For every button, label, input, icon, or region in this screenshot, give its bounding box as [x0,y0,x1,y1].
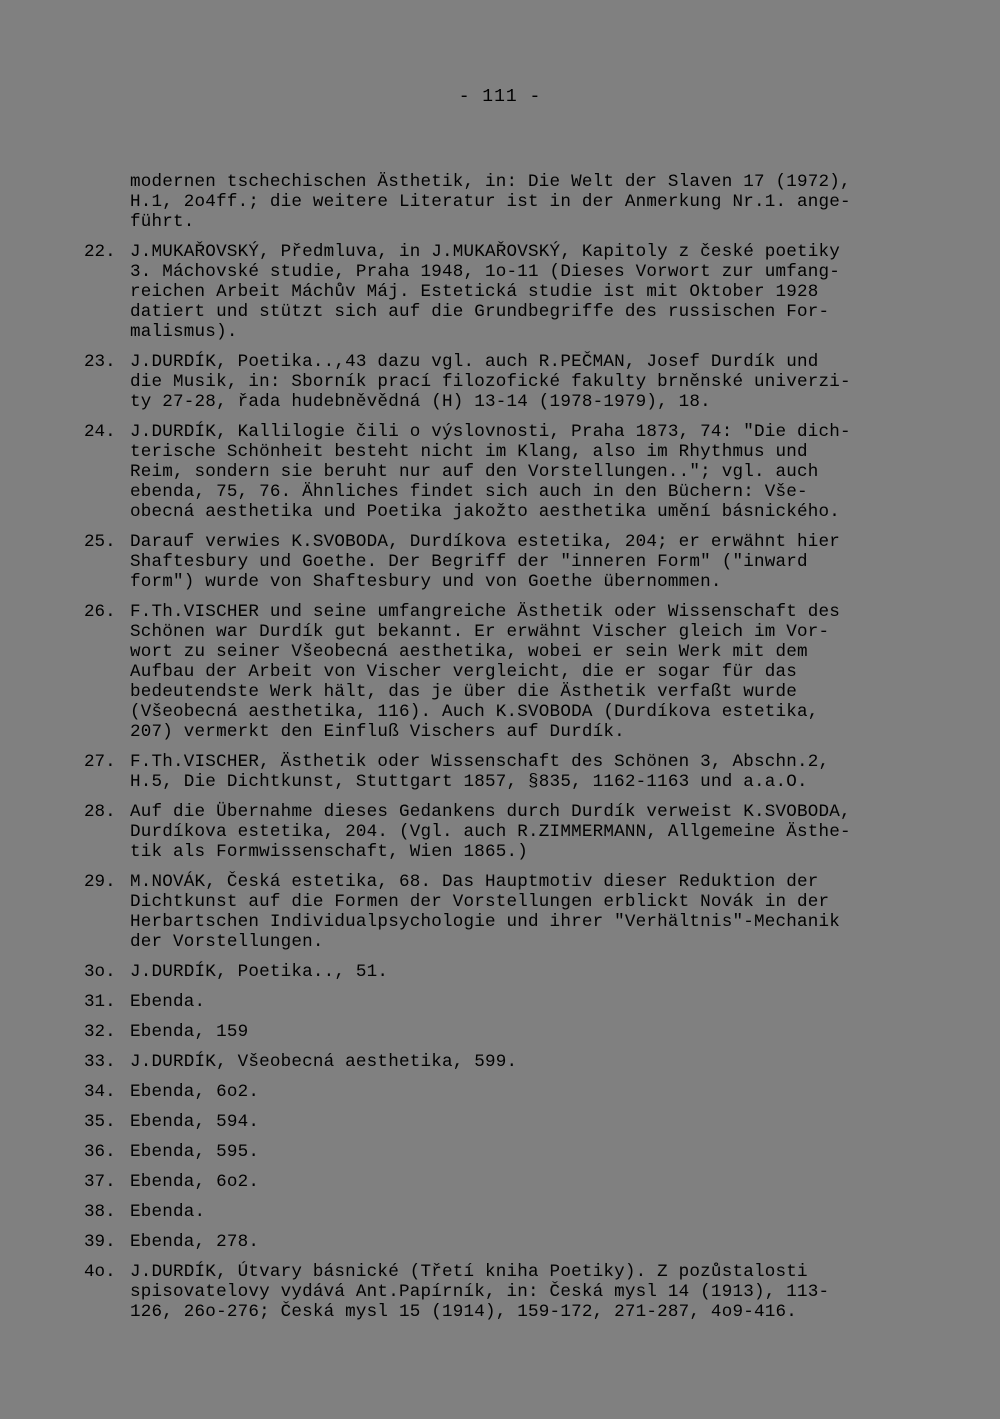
footnote-text [130,872,954,952]
footnote-number: 38. [84,1202,116,1222]
footnote-line: F.Th.VISCHER und seine umfangreiche Ästhetik oder Wissenschaft des [130,602,841,622]
footnote-number: 39. [84,1232,116,1252]
footnote-line: M.NOVÁK, Česká estetika, 68. Das Hauptmotiv dieser Reduktion der [130,872,819,892]
footnote-line: Aufbau der Arbeit von Vischer vergleicht, die er sogar für das [130,662,797,682]
footnote-text [130,752,954,792]
footnote-line: form") wurde von Shaftesbury und von Goethe übernommen. [130,572,722,592]
footnote-line: (Všeobecná aesthetika, 116). Auch K.SVOBODA (Durdíkova estetika, [130,702,819,722]
footnote-line: J.DURDÍK, Poetika.., 51. [130,962,389,982]
footnote-number: 25. [84,532,116,552]
footnote-number: 22. [84,242,116,262]
footnote-number: 27. [84,752,116,772]
footnote [84,1022,954,1042]
footnote [84,1262,954,1322]
footnote-number: 35. [84,1112,116,1132]
footnote-line: tik als Formwissenschaft, Wien 1865.) [130,842,529,862]
footnote [84,802,954,862]
footnote-line: J.MUKAŘOVSKÝ, Předmluva, in J.MUKAŘOVSKÝ, Kapitoly z české poetiky [130,242,841,262]
footnote-number: 24. [84,422,116,442]
footnote-number: 33. [84,1052,116,1072]
footnote-line: Ebenda, 159 [130,1022,249,1042]
footnote-line: Darauf verwies K.SVOBODA, Durdíkova estetika, 204; er erwähnt hier [130,532,841,552]
footnote-text [130,1142,954,1162]
footnote-line: malismus). [130,322,238,342]
footnote [84,1172,954,1192]
footnote [84,992,954,1012]
footnote-line: Ebenda, 6o2. [130,1082,260,1102]
footnote [84,602,954,742]
footnote-line: Ebenda, 6o2. [130,1172,260,1192]
footnote [84,872,954,952]
footnote [84,1232,954,1252]
footnote-line: 126, 26o-276; Česká mysl 15 (1914), 159-172, 271-287, 4o9-416. [130,1302,797,1322]
footnote-line: wort zu seiner Všeobecná aesthetika, wobei er sein Werk mit dem [130,642,808,662]
footnote-text [130,422,954,522]
footnote-line: Ebenda, 278. [130,1232,260,1252]
footnote-line: bedeutendste Werk hält, das je über die Ästhetik verfaßt wurde [130,682,797,702]
footnote-number: 3o. [84,962,116,982]
footnote-line: Reim, sondern sie beruht nur auf den Vorstellungen.."; vgl. auch [130,462,819,482]
footnote-line: der Vorstellungen. [130,932,324,952]
footnote [84,1112,954,1132]
footnote-text [130,1232,954,1252]
footnote-line: spisovatelovy vydává Ant.Papírník, in: Česká mysl 14 (1913), 113- [130,1282,830,1302]
footnote-number: 32. [84,1022,116,1042]
footnote-line: datiert und stützt sich auf die Grundbegriffe des russischen For- [130,302,830,322]
footnote-text [130,1112,954,1132]
footnote-line: Herbartschen Individualpsychologie und ihrer "Verhältnis"-Mechanik [130,912,841,932]
footnote [84,1052,954,1072]
footnote-line: Shaftesbury und Goethe. Der Begriff der "inneren Form" ("inward [130,552,808,572]
footnote-line: obecná aesthetika und Poetika jakožto aesthetika umění básnického. [130,502,841,522]
footnote [84,1142,954,1162]
footnote [84,352,954,412]
footnote-line: 207) vermerkt den Einfluß Vischers auf Durdík. [130,722,625,742]
footnote [84,752,954,792]
footnote-line: J.DURDÍK, Kallilogie čili o výslovnosti, Praha 1873, 74: "Die dich- [130,422,851,442]
footnote-list [84,242,954,1332]
footnote-line: Auf die Übernahme dieses Gedankens durch Durdík verweist K.SVOBODA, [130,802,851,822]
footnote-line: Dichtkunst auf die Formen der Vorstellungen erblickt Novák in der [130,892,830,912]
footnote-line: die Musik, in: Sborník prací filozofické fakulty brněnské univerzi- [130,372,851,392]
footnote-line: J.DURDÍK, Poetika..,43 dazu vgl. auch R.PEČMAN, Josef Durdík und [130,352,819,372]
footnote-text [130,602,954,742]
footnote-number: 37. [84,1172,116,1192]
footnote-line: F.Th.VISCHER, Ästhetik oder Wissenschaft des Schönen 3, Abschn.2, [130,752,830,772]
footnote-line: Ebenda. [130,992,206,1012]
footnote-text [130,242,954,342]
footnote-line: Ebenda, 594. [130,1112,260,1132]
footnote [84,1082,954,1102]
footnote-number: 34. [84,1082,116,1102]
footnote-text [130,532,954,592]
footnote-number: 26. [84,602,116,622]
intro-line: modernen tschechischen Ästhetik, in: Die Welt der Slaven 17 (1972), [130,172,851,192]
footnote-number: 28. [84,802,116,822]
footnote [84,422,954,522]
footnote-line: Ebenda. [130,1202,206,1222]
footnote-line: reichen Arbeit Máchův Máj. Estetická studie ist mit Oktober 1928 [130,282,819,302]
footnote-number: 29. [84,872,116,892]
footnote-number: 36. [84,1142,116,1162]
footnote-text [130,802,954,862]
footnote-line: terische Schönheit besteht nicht im Klang, also im Rhythmus und [130,442,808,462]
footnote-line: 3. Máchovské studie, Praha 1948, 1o-11 (Dieses Vorwort zur umfang- [130,262,841,282]
footnote-line: H.5, Die Dichtkunst, Stuttgart 1857, §835, 1162-1163 und a.a.O. [130,772,808,792]
footnote-line: J.DURDÍK, Útvary básnické (Třetí kniha Poetiky). Z pozůstalosti [130,1262,808,1282]
footnote-text [130,352,954,412]
footnote-text [130,992,954,1012]
footnote-number: 31. [84,992,116,1012]
footnote-text [130,1202,954,1222]
footnote [84,1202,954,1222]
footnote [84,532,954,592]
footnote-line: Ebenda, 595. [130,1142,260,1162]
footnote-text [130,1262,954,1322]
footnote-line: ebenda, 75, 76. Ähnliches findet sich auch in den Büchern: Vše- [130,482,808,502]
footnote-text [130,1022,954,1042]
footnote-line: ty 27-28, řada hudebněvědná (H) 13-14 (1978-1979), 18. [130,392,711,412]
footnote-text [130,962,954,982]
footnote-text [130,1172,954,1192]
page-number: - 111 - [458,87,542,107]
footnote-line: Schönen war Durdík gut bekannt. Er erwähnt Vischer gleich im Vor- [130,622,830,642]
intro-line: H.1, 2o4ff.; die weitere Literatur ist in der Anmerkung Nr.1. ange- [130,192,851,212]
intro-paragraph [130,172,940,232]
footnote-line: Durdíkova estetika, 204. (Vgl. auch R.ZIMMERMANN, Allgemeine Ästhe- [130,822,851,842]
footnote-number: 4o. [84,1262,116,1282]
footnote-text [130,1052,954,1072]
intro-line: führt. [130,212,195,232]
footnote-text [130,1082,954,1102]
footnote [84,242,954,342]
footnote-number: 23. [84,352,116,372]
footnote [84,962,954,982]
footnote-line: J.DURDÍK, Všeobecná aesthetika, 599. [130,1052,518,1072]
